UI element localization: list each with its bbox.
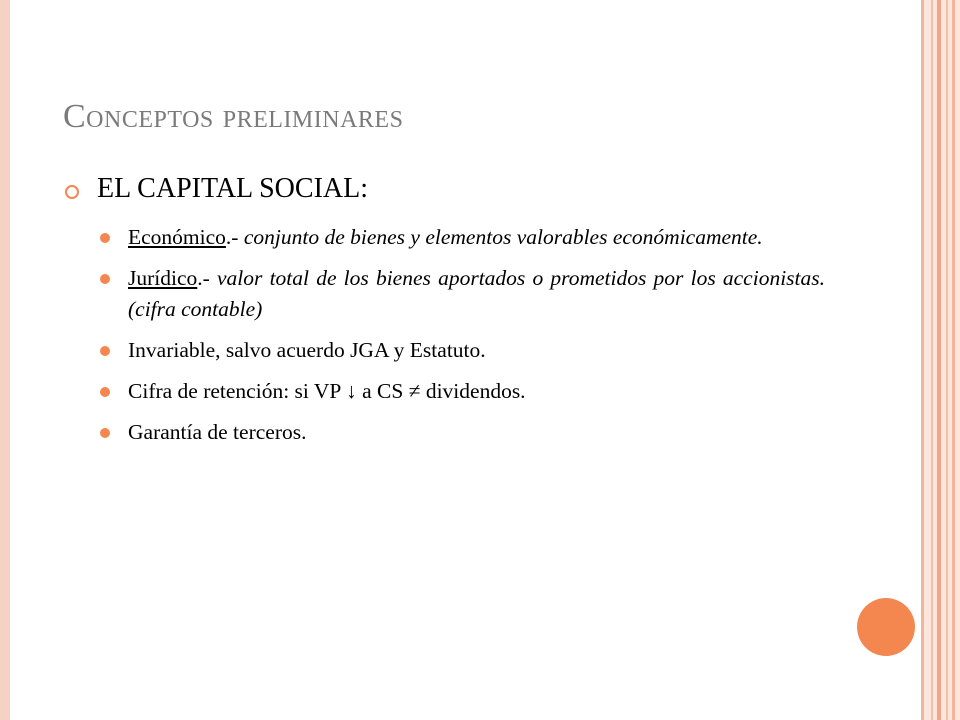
list-item <box>100 335 825 366</box>
main-bullet <box>63 173 833 205</box>
border-stripe <box>946 0 948 720</box>
list-item-text: Invariable, salvo acuerdo JGA y Estatuto. <box>128 338 486 362</box>
slide-left-border <box>0 0 10 720</box>
list-item <box>100 263 825 325</box>
bullet-dot-icon <box>100 346 110 356</box>
bullet-dot-icon <box>100 428 110 438</box>
sub-bullet-list <box>100 222 825 458</box>
border-stripe <box>921 0 924 720</box>
bullet-dot-icon <box>100 274 110 284</box>
term-separator: .- <box>225 225 244 249</box>
list-item-text: Cifra de retención: si VP ↓ a CS ≠ dividendos. <box>128 379 526 403</box>
hollow-bullet-icon <box>65 185 79 199</box>
list-item <box>100 417 825 448</box>
term-separator: .- <box>197 266 218 290</box>
list-item-text: Garantía de terceros. <box>128 420 307 444</box>
definition-text: conjunto de bienes y elementos valorables económicamente. <box>243 225 763 249</box>
definition-text: valor total de los bienes aportados o prometidos por los accionistas.(cifra contable) <box>128 266 825 321</box>
list-item <box>100 376 825 407</box>
main-bullet-text: EL CAPITAL SOCIAL: <box>97 173 369 204</box>
border-stripe <box>937 0 941 720</box>
border-stripe <box>952 0 955 720</box>
term-label: Económico <box>128 225 226 249</box>
list-item <box>100 222 825 253</box>
bullet-dot-icon <box>100 387 110 397</box>
border-stripe <box>931 0 933 720</box>
term-label: Jurídico <box>128 266 198 290</box>
bullet-dot-icon <box>100 233 110 243</box>
slide-title: Conceptos preliminares <box>63 98 404 135</box>
decorative-circle <box>857 598 915 656</box>
